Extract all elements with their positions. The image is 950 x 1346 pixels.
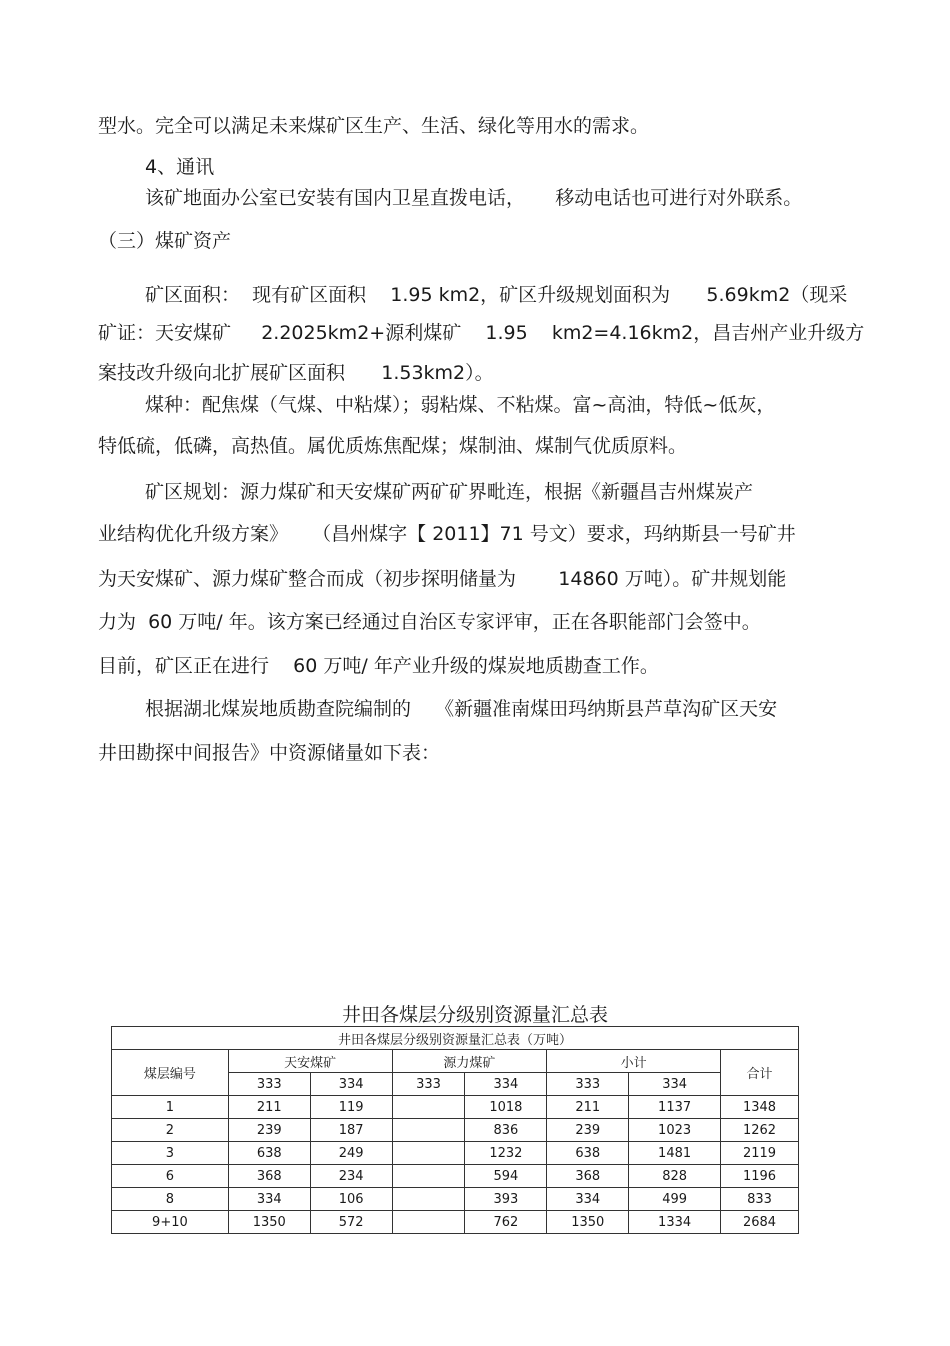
paragraph-line: 该矿地面办公室已安装有国内卫星直拨电话， 移动电话也可进行对外联系。 [145, 187, 803, 209]
paragraph-line: 特低硫，低磷，高热值。属优质炼焦配煤；煤制油、煤制气优质原料。 [98, 435, 688, 457]
table-cell: 3 [112, 1142, 229, 1165]
table-row [112, 1142, 799, 1165]
table-caption: 井田各煤层分级别资源量汇总表（万吨） [112, 1027, 799, 1050]
table-title: 井田各煤层分级别资源量汇总表 [341, 1004, 608, 1026]
table-cell: 1196 [721, 1165, 799, 1188]
table-cell: 762 [465, 1211, 547, 1234]
table-cell: 1023 [629, 1119, 721, 1142]
table-cell: 211 [547, 1096, 629, 1119]
table-cell: 1232 [465, 1142, 547, 1165]
table-cell: 211 [228, 1096, 310, 1119]
table-cell: 368 [547, 1165, 629, 1188]
table-cell [392, 1165, 465, 1188]
paragraph-line: 为天安煤矿、源力煤矿整合而成（初步探明储量为 14860 万吨）。矿井规划能 [98, 568, 787, 590]
paragraph-line: 力为 60 万吨/ 年。该方案已经通过自治区专家评审，正在各职能部门会签中。 [98, 611, 761, 633]
table-cell: 8 [112, 1188, 229, 1211]
paragraph-line: 矿区面积： 现有矿区面积 1.95 km2，矿区升级规划面积为 5.69km2（现采 [145, 284, 848, 306]
table-cell: 1348 [721, 1096, 799, 1119]
subheader-cell: 334 [310, 1073, 392, 1096]
table-row [112, 1096, 799, 1119]
table-row [112, 1188, 799, 1211]
table-cell: 836 [465, 1119, 547, 1142]
header-tianan-mine: 天安煤矿 [228, 1050, 392, 1073]
table-cell: 572 [310, 1211, 392, 1234]
header-total: 合计 [721, 1050, 799, 1096]
table-cell: 1262 [721, 1119, 799, 1142]
subheader-cell: 333 [547, 1073, 629, 1096]
table-cell: 833 [721, 1188, 799, 1211]
table-cell [392, 1188, 465, 1211]
subheader-cell: 334 [465, 1073, 547, 1096]
paragraph-line: 业结构优化升级方案》 （昌州煤字【 2011】71 号文）要求，玛纳斯县一号矿井 [98, 523, 796, 545]
table-cell: 9+10 [112, 1211, 229, 1234]
table-cell: 334 [547, 1188, 629, 1211]
table-cell: 638 [547, 1142, 629, 1165]
table-cell: 638 [228, 1142, 310, 1165]
paragraph-line: 型水。完全可以满足未来煤矿区生产、生活、绿化等用水的需求。 [98, 115, 650, 137]
paragraph-line: 煤种：配焦煤（气煤、中粘煤）；弱粘煤、不粘煤。富~高油，特低~低灰， [145, 394, 776, 416]
table-cell: 2684 [721, 1211, 799, 1234]
table-row [112, 1211, 799, 1234]
header-yuanli-mine: 源力煤矿 [392, 1050, 547, 1073]
table-cell: 6 [112, 1165, 229, 1188]
paragraph-line: 井田勘探中间报告》中资源储量如下表： [98, 742, 441, 764]
subheader-cell: 333 [228, 1073, 310, 1096]
table-cell [392, 1119, 465, 1142]
table-cell [392, 1096, 465, 1119]
table-cell: 1481 [629, 1142, 721, 1165]
paragraph-line: 案技改升级向北扩展矿区面积 1.53km2）。 [98, 362, 494, 384]
table-cell: 1018 [465, 1096, 547, 1119]
table-cell: 828 [629, 1165, 721, 1188]
table-row [112, 1119, 799, 1142]
table-cell: 2 [112, 1119, 229, 1142]
table-row [112, 1165, 799, 1188]
table-cell [392, 1142, 465, 1165]
subheader-cell: 333 [392, 1073, 465, 1096]
table-cell: 234 [310, 1165, 392, 1188]
table-cell: 1350 [228, 1211, 310, 1234]
paragraph-line: 根据湖北煤炭地质勘查院编制的 《新疆准南煤田玛纳斯县芦草沟矿区天安 [145, 698, 778, 720]
paragraph-line: 目前，矿区正在进行 60 万吨/ 年产业升级的煤炭地质勘查工作。 [98, 655, 659, 677]
section-heading: 4、通讯 [145, 156, 215, 178]
table-cell: 334 [228, 1188, 310, 1211]
table-cell: 368 [228, 1165, 310, 1188]
header-seam-number: 煤层编号 [112, 1050, 229, 1096]
table-cell: 594 [465, 1165, 547, 1188]
table-cell: 393 [465, 1188, 547, 1211]
paragraph-line: 矿证：天安煤矿 2.2025km2+源利煤矿 1.95 km2=4.16km2，昌吉州产业升级方 [98, 322, 865, 344]
table-cell: 119 [310, 1096, 392, 1119]
paragraph-line: 矿区规划：源力煤矿和天安煤矿两矿矿界毗连，根据《新疆昌吉州煤炭产 [145, 481, 754, 503]
table-cell: 187 [310, 1119, 392, 1142]
table-cell: 249 [310, 1142, 392, 1165]
table-cell: 499 [629, 1188, 721, 1211]
table-cell: 1137 [629, 1096, 721, 1119]
table-cell: 239 [228, 1119, 310, 1142]
section-heading: （三）煤矿资产 [98, 230, 232, 252]
table-cell: 1350 [547, 1211, 629, 1234]
table-cell: 1 [112, 1096, 229, 1119]
table-cell: 2119 [721, 1142, 799, 1165]
table-cell [392, 1211, 465, 1234]
resource-table [111, 1026, 799, 1234]
header-subtotal: 小计 [547, 1050, 721, 1073]
table-cell: 106 [310, 1188, 392, 1211]
table-cell: 239 [547, 1119, 629, 1142]
subheader-cell: 334 [629, 1073, 721, 1096]
table-cell: 1334 [629, 1211, 721, 1234]
